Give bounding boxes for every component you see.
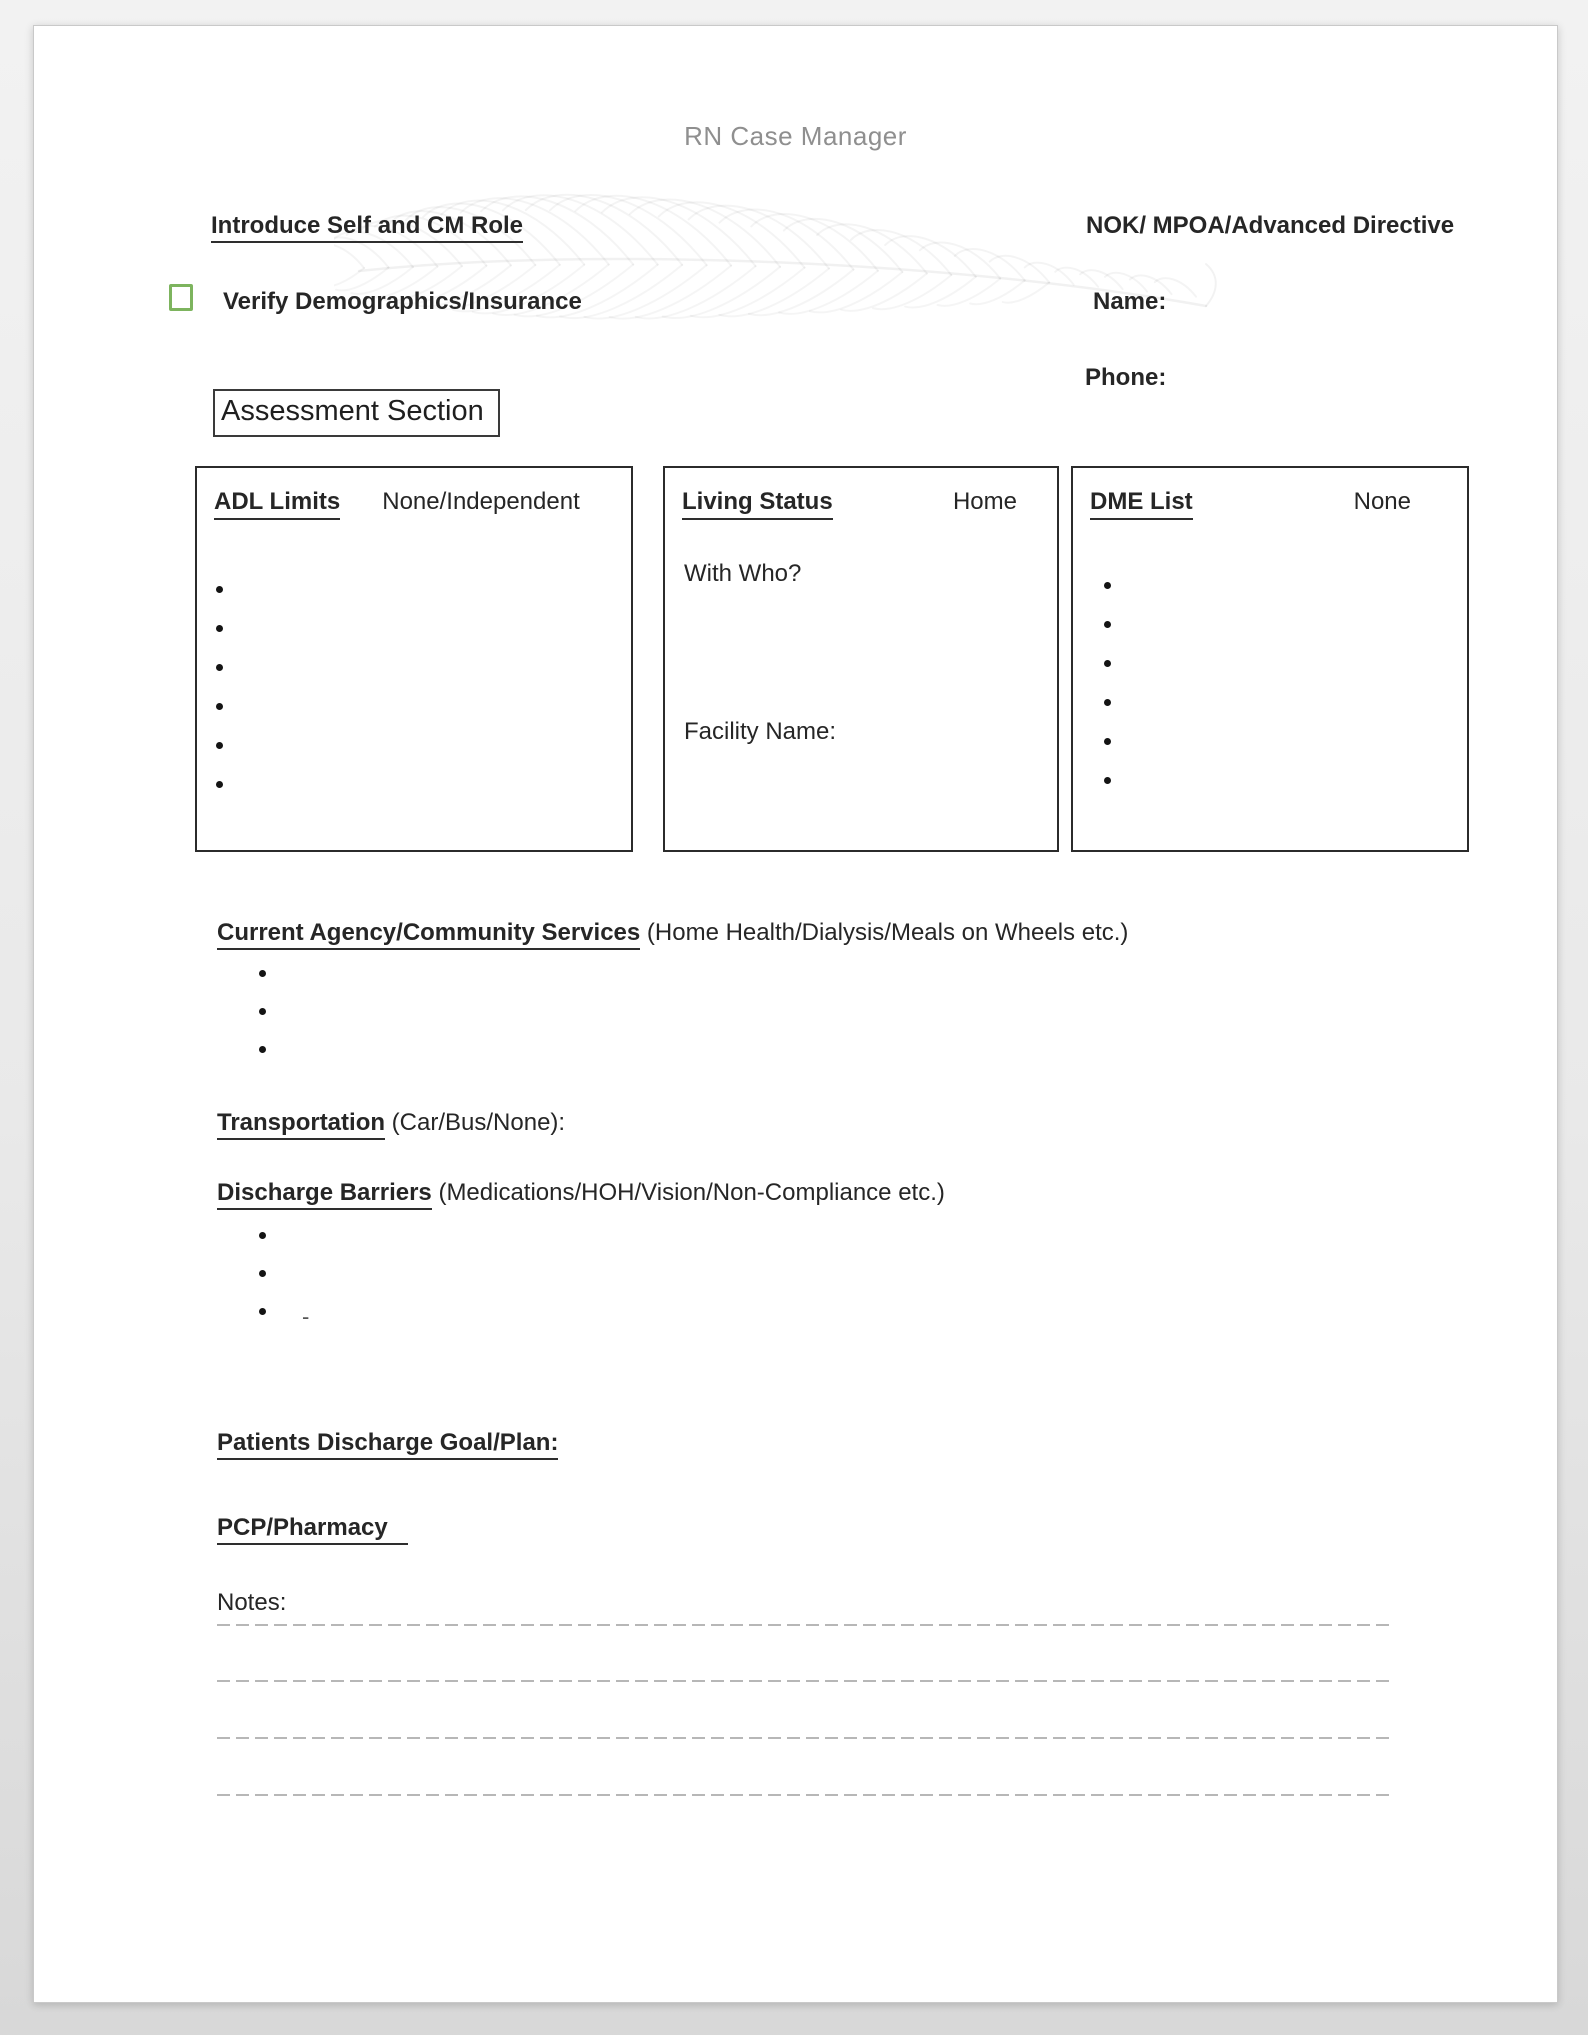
notes-line-area bbox=[217, 1624, 1391, 1796]
page-title: RN Case Manager bbox=[684, 121, 907, 151]
current-agency-detail: (Home Health/Dialysis/Meals on Wheels etc.) bbox=[640, 919, 1129, 946]
phone-label: Phone: bbox=[1085, 364, 1167, 391]
facility-name-label: Facility Name: bbox=[684, 718, 837, 745]
bullet-dot bbox=[1104, 644, 1111, 683]
notes-line bbox=[217, 1737, 1391, 1739]
adl-limits-title: ADL Limits bbox=[214, 488, 340, 520]
current-agency-bullet-list bbox=[259, 954, 266, 1068]
bullet-dot bbox=[216, 570, 223, 609]
transportation-heading-text: Transportation bbox=[217, 1109, 385, 1140]
bullet-dot bbox=[1104, 605, 1111, 644]
living-status-header bbox=[665, 468, 1057, 520]
notes-line bbox=[217, 1680, 1391, 1682]
with-who-label: With Who? bbox=[684, 560, 802, 587]
bullet-dot bbox=[216, 648, 223, 687]
bullet-dot bbox=[216, 609, 223, 648]
dme-list-header bbox=[1073, 468, 1467, 520]
transportation-detail: (Car/Bus/None): bbox=[385, 1109, 566, 1136]
bullet-dot bbox=[216, 765, 223, 804]
transportation-heading bbox=[217, 1109, 565, 1137]
assessment-section-title: Assessment Section bbox=[213, 389, 500, 437]
document-page bbox=[33, 25, 1558, 2003]
bullet-dot bbox=[1104, 761, 1111, 800]
living-status-value: Home bbox=[952, 488, 1017, 515]
bullet-dot bbox=[259, 1254, 266, 1292]
stray-dash-mark: - bbox=[302, 1304, 310, 1329]
adl-limits-header bbox=[197, 468, 631, 520]
verify-demographics-label: Verify Demographics/Insurance bbox=[223, 288, 582, 315]
introduce-self-heading-text: Introduce Self and CM Role bbox=[211, 212, 523, 243]
discharge-barriers-heading bbox=[217, 1179, 945, 1207]
living-status-box bbox=[663, 466, 1059, 852]
adl-limits-value: None/Independent bbox=[382, 488, 580, 515]
dme-list-box bbox=[1071, 466, 1469, 852]
name-label: Name: bbox=[1093, 288, 1167, 315]
introduce-self-heading bbox=[211, 212, 523, 240]
pcp-pharmacy-heading-text: PCP/Pharmacy bbox=[217, 1514, 408, 1545]
bullet-dot bbox=[1104, 566, 1111, 605]
discharge-goal-heading-text: Patients Discharge Goal/Plan: bbox=[217, 1429, 558, 1460]
verify-demographics-checkbox[interactable] bbox=[169, 284, 193, 311]
current-agency-heading-text: Current Agency/Community Services bbox=[217, 919, 640, 950]
dme-list-title: DME List bbox=[1090, 488, 1193, 520]
dme-list-bullet-list bbox=[1104, 566, 1111, 800]
current-agency-heading bbox=[217, 919, 1128, 947]
bullet-dot bbox=[259, 992, 266, 1030]
bullet-dot bbox=[259, 954, 266, 992]
discharge-barriers-heading-text: Discharge Barriers bbox=[217, 1179, 432, 1210]
discharge-barriers-bullet-list bbox=[259, 1216, 266, 1330]
notes-line bbox=[217, 1624, 1391, 1626]
bullet-dot bbox=[1104, 683, 1111, 722]
discharge-barriers-detail: (Medications/HOH/Vision/Non-Compliance etc.) bbox=[431, 1179, 945, 1206]
living-status-title: Living Status bbox=[682, 488, 833, 520]
adl-limits-box bbox=[195, 466, 633, 852]
bullet-dot bbox=[259, 1292, 266, 1330]
notes-line bbox=[217, 1794, 1391, 1796]
notes-label: Notes: bbox=[217, 1589, 287, 1616]
bullet-dot bbox=[259, 1216, 266, 1254]
bullet-dot bbox=[259, 1030, 266, 1068]
discharge-goal-heading bbox=[217, 1429, 558, 1457]
pcp-pharmacy-heading bbox=[217, 1514, 408, 1542]
bullet-dot bbox=[1104, 722, 1111, 761]
nok-mpoa-heading: NOK/ MPOA/Advanced Directive bbox=[1086, 212, 1455, 239]
bullet-dot bbox=[216, 687, 223, 726]
bullet-dot bbox=[216, 726, 223, 765]
dme-list-value: None bbox=[1353, 488, 1411, 515]
adl-limits-bullet-list bbox=[216, 570, 223, 804]
